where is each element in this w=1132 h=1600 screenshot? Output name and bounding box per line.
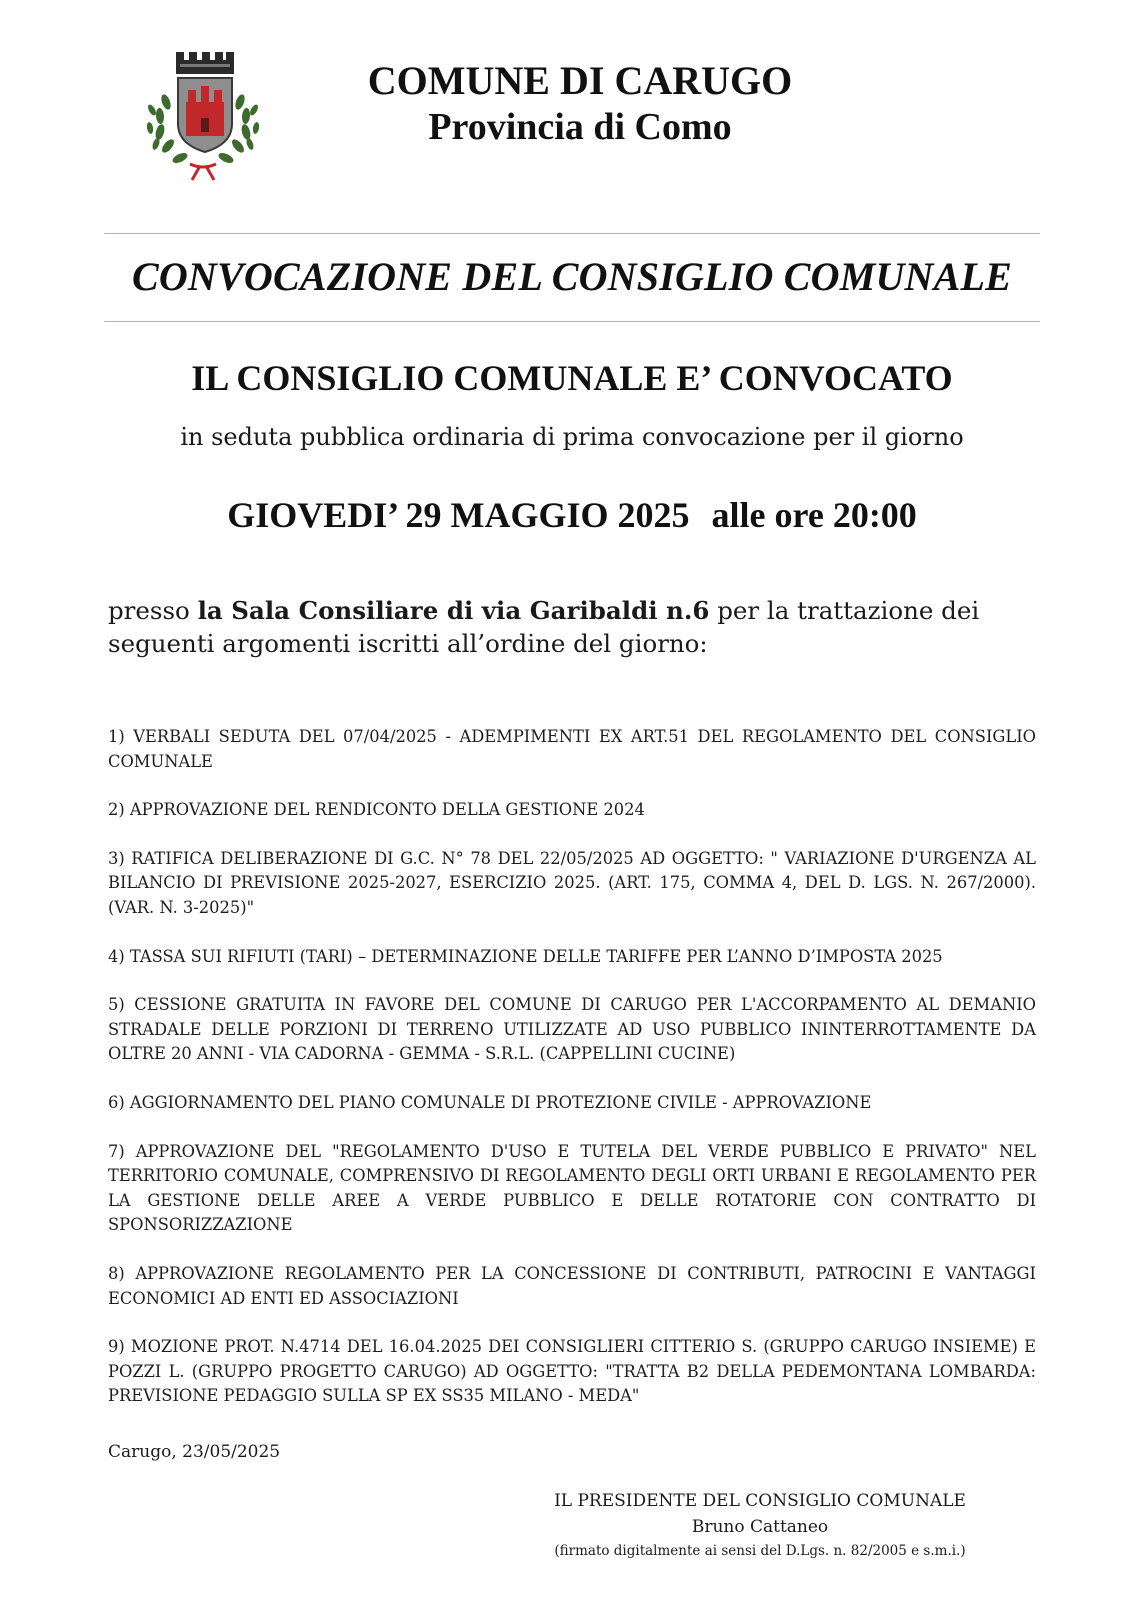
document-title: CONVOCAZIONE DEL CONSIGLIO COMUNALE — [131, 254, 1013, 299]
digital-signature-note: (firmato digitalmente ai sensi del D.Lgs. n. 82/2005 e s.m.i.) — [554, 1543, 966, 1559]
province-name: Provincia di Como — [428, 106, 732, 148]
title-divider-top — [104, 233, 1040, 234]
council-called-heading: IL CONSIGLIO COMUNALE E’ CONVOCATO — [191, 358, 953, 398]
meeting-datetime — [104, 492, 1040, 538]
president-role: IL PRESIDENTE DEL CONSIGLIO COMUNALE — [554, 1491, 966, 1511]
agenda-item: 8) APPROVAZIONE REGOLAMENTO PER LA CONCESSIONE DI CONTRIBUTI, PATROCINI E VANTAGGI ECONOMICI AD ENTI ED ASSOCIAZIONI — [108, 1263, 1036, 1308]
place-and-date: Carugo, 23/05/2025 — [108, 1442, 281, 1462]
agenda-item: 9) MOZIONE PROT. N.4714 DEL 16.04.2025 DEI CONSIGLIERI CITTERIO S. (GRUPPO CARUGO INSIEME) E POZZI L. (GRUPPO PROGETTO CARUGO) AD OGGETTO: "TRATTA B2 DELLA PEDEMONTANA LOMBARDA: PREVISIONE PEDAGGIO SULLA SP EX SS35 MILANO - MEDA" — [108, 1337, 1036, 1406]
president-name: Bruno Cattaneo — [691, 1517, 829, 1537]
agenda-item: 5) CESSIONE GRATUITA IN FAVORE DEL COMUNE DI CARUGO PER L'ACCORPAMENTO AL DEMANIO STRADALE DELLE PORZIONI DI TERRENO UTILIZZATE AD USO PUBBLICO ININTERROTTAMENTE DA OLTRE 20 ANNI - VIA CADORNA - GEMMA - S.R.L. (CAPPELLINI CUCINE) — [108, 995, 1036, 1064]
agenda-item: 4) TASSA SUI RIFIUTI (TARI) – DETERMINAZIONE DELLE TARIFFE PER L’ANNO D’IMPOSTA 2025 — [108, 946, 943, 966]
agenda-list — [108, 725, 1036, 1433]
meeting-time: alle ore 20:00 — [711, 495, 917, 535]
session-description: in seduta pubblica ordinaria di prima convocazione per il giorno — [180, 423, 964, 451]
meeting-location — [108, 594, 1048, 660]
agenda-item: 2) APPROVAZIONE DEL RENDICONTO DELLA GESTIONE 2024 — [108, 800, 645, 820]
agenda-item: 7) APPROVAZIONE DEL "REGOLAMENTO D'USO E TUTELA DEL VERDE PUBBLICO E PRIVATO" NEL TERRITORIO COMUNALE, COMPRENSIVO DI REGOLAMENTO DEGLI ORTI URBANI E REGOLAMENTO PER LA GESTIONE DELLE AREE A VERDE PUBBLICO E DELLE ROTATORIE CON CONTRATTO DI SPONSORIZZAZIONE — [108, 1141, 1036, 1235]
title-divider-bottom — [104, 321, 1040, 322]
crown-icon — [176, 52, 234, 74]
agenda-item: 3) RATIFICA DELIBERAZIONE DI G.C. N° 78 DEL 22/05/2025 AD OGGETTO: " VARIAZIONE D'URGENZA AL BILANCIO DI PREVISIONE 2025-2027, ESERCIZIO 2025. (ART. 175, COMMA 4, DEL D. LGS. N. 267/2000). (VAR. N. 3-2025)" — [108, 848, 1036, 917]
letterhead — [300, 58, 860, 150]
location-place: la Sala Consiliare di via Garibaldi n.6 — [197, 596, 710, 625]
municipality-name: COMUNE DI CARUGO — [367, 58, 793, 103]
location-prefix: presso — [108, 596, 198, 625]
location-suffix: per la trattazione dei seguenti argomenti iscritti all’ordine del giorno: — [108, 596, 980, 658]
signature-block — [530, 1488, 990, 1562]
meeting-date: GIOVEDI’ 29 MAGGIO 2025 — [227, 495, 690, 535]
coat-of-arms-icon — [142, 46, 264, 186]
agenda-item: 6) AGGIORNAMENTO DEL PIANO COMUNALE DI PROTEZIONE CIVILE - APPROVAZIONE — [108, 1092, 872, 1112]
agenda-item: 1) VERBALI SEDUTA DEL 07/04/2025 - ADEMPIMENTI EX ART.51 DEL REGOLAMENTO DEL CONSIGLIO COMUNALE — [108, 727, 1036, 771]
